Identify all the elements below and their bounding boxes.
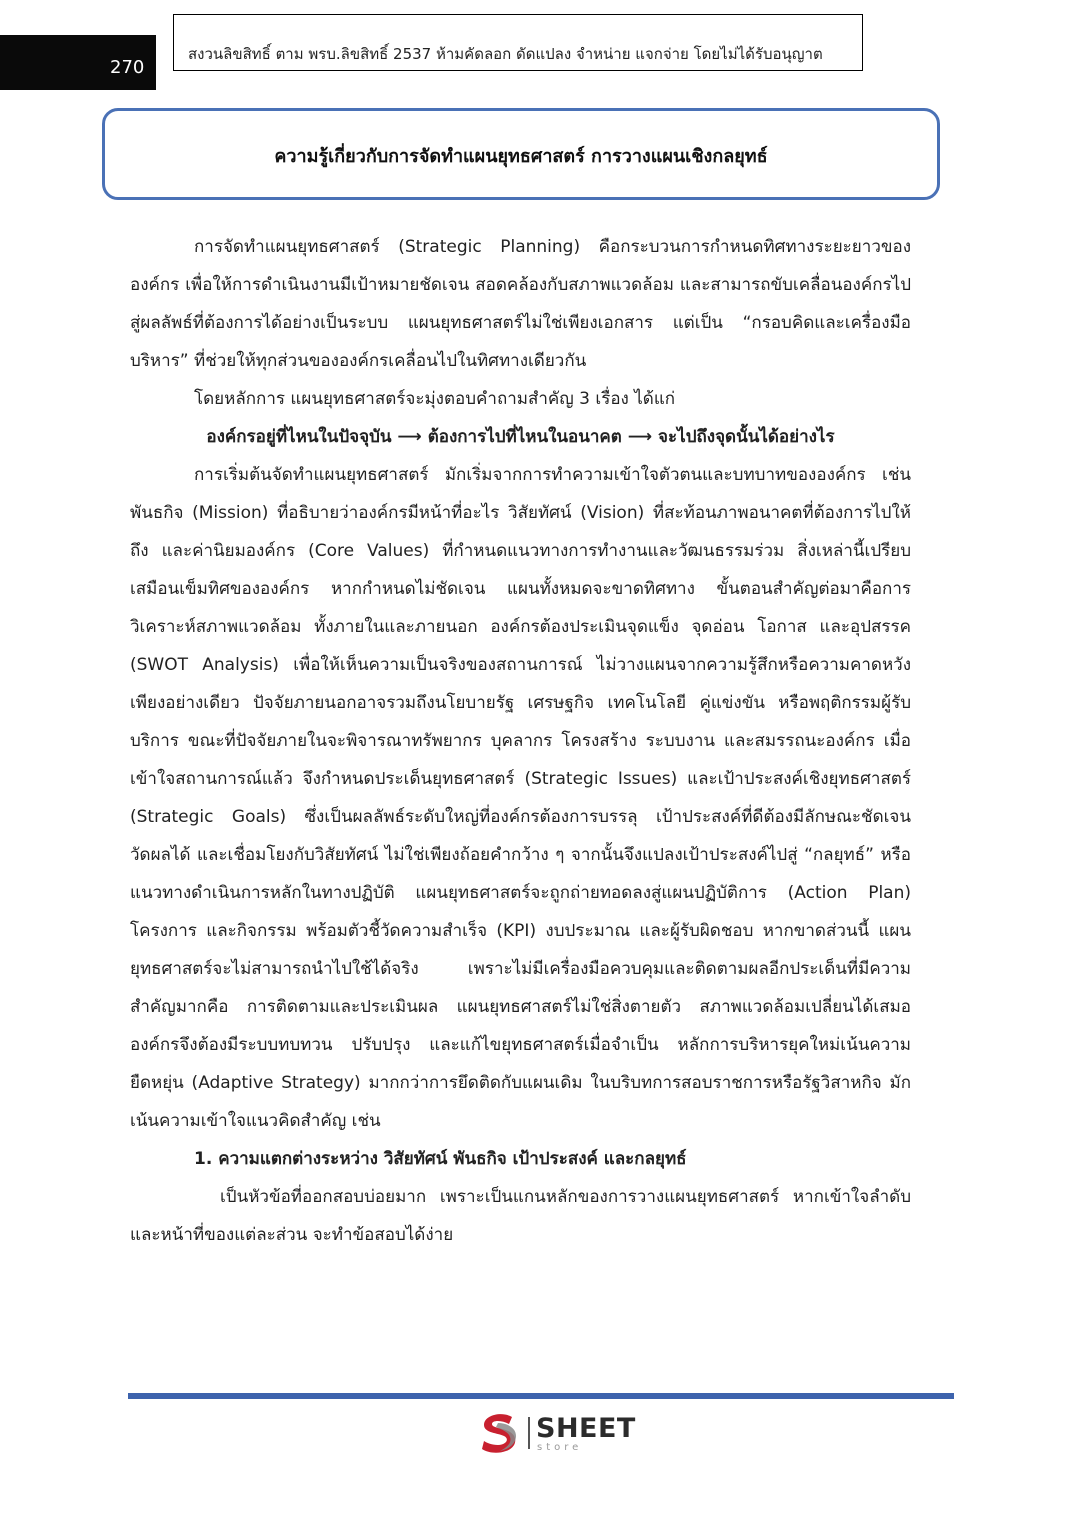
paragraph-key-questions-intro: โดยหลักการ แผนยุทธศาสตร์จะมุ่งตอบคำถามสำคัญ 3 เรื่อง ได้แก่ <box>194 389 676 409</box>
footer-divider <box>128 1393 954 1399</box>
paragraph-process: การเริ่มต้นจัดทำแผนยุทธศาสตร์ มักเริ่มจากการทำความเข้าใจตัวตนและบทบาทขององค์กร เช่น พันธกิจ (Mission) ที่อธิบายว่าองค์กรมีหน้าที่อะไร วิสัยทัศน์ (Vision) ที่สะท้อนภาพอนาคตที่ต้องการไปให้ถึง และค่านิยมองค์กร (Core Values) ที่กำหนดแนวทางการทำงานและวัฒนธรรมร่วม สิ่งเหล่านี้เปรียบเสมือนเข็มทิศขององค์กร หากกำหนดไม่ชัดเจน แผนทั้งหมดจะขาดทิศทาง ขั้นตอนสำคัญต่อมาคือการวิเคราะห์สภาพแวดล้อม ทั้งภายในและภายนอก องค์กรต้องประเมินจุดแข็ง จุดอ่อน โอกาส และอุปสรรค (SWOT Analysis) เพื่อให้เห็นความเป็นจริงของสถานการณ์ ไม่วางแผนจากความรู้สึกหรือความคาดหวังเพียงอย่างเดียว ปัจจัยภายนอกอาจรวมถึงนโยบายรัฐ เศรษฐกิจ เทคโนโลยี คู่แข่งขัน หรือพฤติกรรมผู้รับบริการ ขณะที่ปัจจัยภายในจะพิจารณาทรัพยากร บุคลากร โครงสร้าง ระบบงาน และสมรรถนะองค์กร เมื่อเข้าใจสถานการณ์แล้ว จึงกำหนดประเด็นยุทธศาสตร์ (Strategic Issues) และเป้าประสงค์เชิงยุทธศาสตร์ (Strategic Goals) ซึ่งเป็นผลลัพธ์ระดับใหญ่ที่องค์กรต้องการบรรลุ เป้าประสงค์ที่ดีต้องมีลักษณะชัดเจน วัดผลได้ และเชื่อมโยงกับวิสัยทัศน์ ไม่ใช่เพียงถ้อยคำกว้าง ๆ จากนั้นจึงแปลงเป้าประสงค์ไปสู่ “กลยุทธ์” หรือแนวทางดำเนินการหลักในทางปฏิบัติ แผนยุทธศาสตร์จะถูกถ่ายทอดลงสู่แผนปฏิบัติการ (Action Plan) โครงการ และกิจกรรม พร้อมตัวชี้วัดความสำเร็จ (KPI) งบประมาณ และผู้รับผิดชอบ หากขาดส่วนนี้ แผนยุทธศาสตร์จะไม่สามารถนำไปใช้ได้จริง เพราะไม่มีเครื่องมือควบคุมและติดตามผลอีกประเด็นที่มีความสำคัญมากคือ การติดตามและประเมินผล แผนยุทธศาสตร์ไม่ใช่สิ่งตายตัว สภาพแวดล้อมเปลี่ยนได้เสมอ องค์กรจึงต้องมีระบบทบทวน ปรับปรุง และแก้ไขยุทธศาสตร์เมื่อจำเป็น หลักการบริหารยุคใหม่เน้นความยืดหยุ่น (Adaptive Strategy) มากกว่าการยึดติดกับแผนเดิม ในบริบทการสอบราชการหรือรัฐวิสาหกิจ มักเน้นความเข้าใจแนวคิดสำคัญ เช่น <box>130 465 911 1131</box>
page-number: 270 <box>110 57 145 78</box>
title-box <box>102 108 940 200</box>
copyright-notice: สงวนลิขสิทธิ์ ตาม พรบ.ลิขสิทธิ์ 2537 ห้ามคัดลอก ดัดแปลง จำหน่าย แจกจ่าย โดยไม่ได้รับอนุญาต <box>188 45 823 63</box>
page-title: ความรู้เกี่ยวกับการจัดทำแผนยุทธศาสตร์ การวางแผนเชิงกลยุทธ์ <box>274 146 768 167</box>
sheet-store-logo-icon <box>476 1411 524 1457</box>
logo-subtext: store <box>537 1442 583 1453</box>
section-heading: 1. ความแตกต่างระหว่าง วิสัยทัศน์ พันธกิจ เป้าประสงค์ และกลยุทธ์ <box>194 1149 687 1169</box>
logo-wordmark: SHEET <box>536 1413 636 1444</box>
page-number-tab <box>0 35 156 90</box>
paragraph-section-intro: เป็นหัวข้อที่ออกสอบบ่อยมาก เพราะเป็นแกนหลักของการวางแผนยุทธศาสตร์ หากเข้าใจลำดับและหน้าที่ของแต่ละส่วน จะทำข้อสอบได้ง่าย <box>130 1187 911 1245</box>
body-text <box>130 228 911 1254</box>
copyright-notice-box <box>173 14 863 71</box>
logo-separator <box>528 1417 530 1449</box>
paragraph-intro: การจัดทำแผนยุทธศาสตร์ (Strategic Planning) คือกระบวนการกำหนดทิศทางระยะยาวขององค์กร เพื่อให้การดำเนินงานมีเป้าหมายชัดเจน สอดคล้องกับสภาพแวดล้อม และสามารถขับเคลื่อนองค์กรไปสู่ผลลัพธ์ที่ต้องการได้อย่างเป็นระบบ แผนยุทธศาสตร์ไม่ใช่เพียงเอกสาร แต่เป็น “กรอบคิดและเครื่องมือบริหาร” ที่ช่วยให้ทุกส่วนขององค์กรเคลื่อนไปในทิศทางเดียวกัน <box>130 237 911 371</box>
sheet-store-logo <box>476 1411 636 1459</box>
key-questions-line: องค์กรอยู่ที่ไหนในปัจจุบัน ⟶ ต้องการไปที่ไหนในอนาคต ⟶ จะไปถึงจุดนั้นได้อย่างไร <box>206 427 835 447</box>
